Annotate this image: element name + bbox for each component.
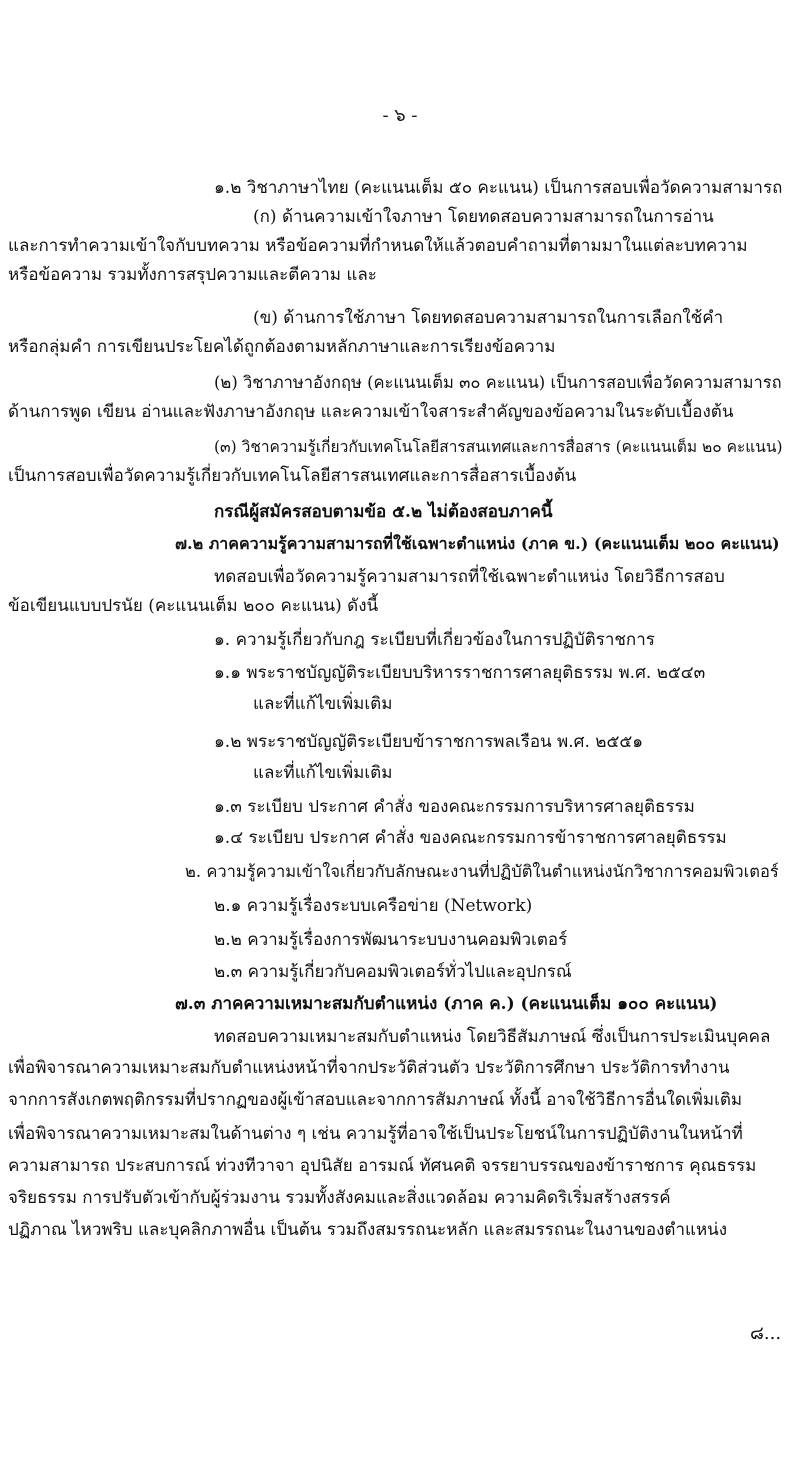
line-30: เพื่อพิจารณาความเหมาะสมในด้านต่าง ๆ เช่น ความรู้ที่อาจใช้เป็นประโยชน์ในการปฏิบัติงานในหน้าที่ — [8, 1124, 743, 1144]
line-22: ๒. ความรู้ความเข้าใจเกี่ยวกับลักษณะงานที่ปฏิบัติในตำแหน่งนักวิชาการคอมพิวเตอร์ — [185, 862, 779, 881]
page-number: - ๖ - — [382, 105, 418, 126]
line-3: และการทำความเข้าใจกับบทความ หรือข้อความที่กำหนดให้แล้วตอบคำถามที่ตามมาในแต่ละบทความ — [8, 236, 748, 256]
line-9: (๓) วิชาความรู้เกี่ยวกับเทคโนโลยีสารสนเทศและการสื่อสาร (คะแนนเต็ม ๒๐ คะแนน) — [214, 438, 783, 456]
line-13: ทดสอบเพื่อวัดความรู้ความสามารถที่ใช้เฉพาะตำแหน่ง โดยวิธีการสอบ — [214, 567, 725, 587]
line-31: ความสามารถ ประสบการณ์ ท่วงทีวาจา อุปนิสัย อารมณ์ ทัศนคติ จรรยาบรรณของข้าราชการ คุณธรรม — [8, 1156, 757, 1176]
line-23: ๒.๑ ความรู้เรื่องระบบเครือข่าย (Network) — [214, 896, 533, 916]
line-17: และที่แก้ไขเพิ่มเติม — [253, 694, 393, 714]
line-7: (๒) วิชาภาษาอังกฤษ (คะแนนเต็ม ๓๐ คะแนน) เป็นการสอบเพื่อวัดความสามารถ — [214, 373, 782, 392]
note-line: กรณีผู้สมัครสอบตามข้อ ๕.๒ ไม่ต้องสอบภาคนี้ — [214, 502, 553, 522]
continuation-marker: ๘... — [750, 1323, 782, 1344]
section-heading-7-3: ๗.๓ ภาคความเหมาะสมกับตำแหน่ง (ภาค ค.) (คะแนนเต็ม ๑๐๐ คะแนน) — [175, 994, 718, 1014]
line-14: ข้อเขียนแบบปรนัย (คะแนนเต็ม ๒๐๐ คะแนน) ดังนี้ — [8, 596, 379, 616]
section-heading-7-2: ๗.๒ ภาคความรู้ความสามารถที่ใช้เฉพาะตำแหน่ง (ภาค ข.) (คะแนนเต็ม ๒๐๐ คะแนน) — [175, 534, 780, 553]
line-24: ๒.๒ ความรู้เรื่องการพัฒนาระบบงานคอมพิวเตอร์ — [214, 930, 568, 950]
line-16: ๑.๑ พระราชบัญญัติระเบียบบริหารราชการศาลยุติธรรม พ.ศ. ๒๕๔๓ — [214, 663, 706, 683]
line-1: ๑.๒ วิชาภาษาไทย (คะแนนเต็ม ๕๐ คะแนน) เป็นการสอบเพื่อวัดความสามารถ — [214, 178, 783, 198]
line-33: ปฏิภาณ ไหวพริบ และบุคลิกภาพอื่น เป็นต้น รวมถึงสมรรถนะหลัก และสมรรถนะในงานของตำแหน่ง — [8, 1220, 728, 1240]
line-18: ๑.๒ พระราชบัญญัติระเบียบข้าราชการพลเรือน พ.ศ. ๒๕๕๑ — [214, 732, 643, 752]
line-25: ๒.๓ ความรู้เกี่ยวกับคอมพิวเตอร์ทั่วไปและอุปกรณ์ — [214, 962, 572, 982]
line-2: (ก) ด้านความเข้าใจภาษา โดยทดสอบความสามารถในการอ่าน — [253, 207, 714, 227]
line-15: ๑. ความรู้เกี่ยวกับกฎ ระเบียบที่เกี่ยวข้องในการปฏิบัติราชการ — [214, 630, 655, 650]
line-8: ด้านการพูด เขียน อ่านและฟังภาษาอังกฤษ และความเข้าใจสาระสำคัญของข้อความในระดับเบื้องต้น — [8, 402, 734, 422]
line-6: หรือกลุ่มคำ การเขียนประโยคได้ถูกต้องตามหลักภาษาและการเรียงข้อความ — [8, 337, 556, 357]
line-19: และที่แก้ไขเพิ่มเติม — [253, 763, 393, 783]
line-4: หรือข้อความ รวมทั้งการสรุปความและตีความ และ — [8, 265, 377, 285]
line-5: (ข) ด้านการใช้ภาษา โดยทดสอบความสามารถในการเลือกใช้คำ — [253, 308, 724, 328]
line-29: จากการสังเกตพฤติกรรมที่ปรากฏของผู้เข้าสอบและจากการสัมภาษณ์ ทั้งนี้ อาจใช้วิธีการอื่นใดเพิ่มเติม — [8, 1090, 743, 1110]
line-28: เพื่อพิจารณาความเหมาะสมกับตำแหน่งหน้าที่จากประวัติส่วนตัว ประวัติการศึกษา ประวัติการทำงาน — [8, 1058, 730, 1078]
line-10: เป็นการสอบเพื่อวัดความรู้เกี่ยวกับเทคโนโลยีสารสนเทศและการสื่อสารเบื้องต้น — [8, 466, 577, 486]
line-20: ๑.๓ ระเบียบ ประกาศ คำสั่ง ของคณะกรรมการบริหารศาลยุติธรรม — [214, 797, 695, 817]
line-21: ๑.๔ ระเบียบ ประกาศ คำสั่ง ของคณะกรรมการข้าราชการศาลยุติธรรม — [214, 828, 727, 848]
line-27: ทดสอบความเหมาะสมกับตำแหน่ง โดยวิธีสัมภาษณ์ ซึ่งเป็นการประเมินบุคคล — [214, 1027, 771, 1047]
line-32: จริยธรรม การปรับตัวเข้ากับผู้ร่วมงาน รวมทั้งสังคมและสิ่งแวดล้อม ความคิดริเริ่มสร้างสรรค์ — [8, 1188, 671, 1208]
